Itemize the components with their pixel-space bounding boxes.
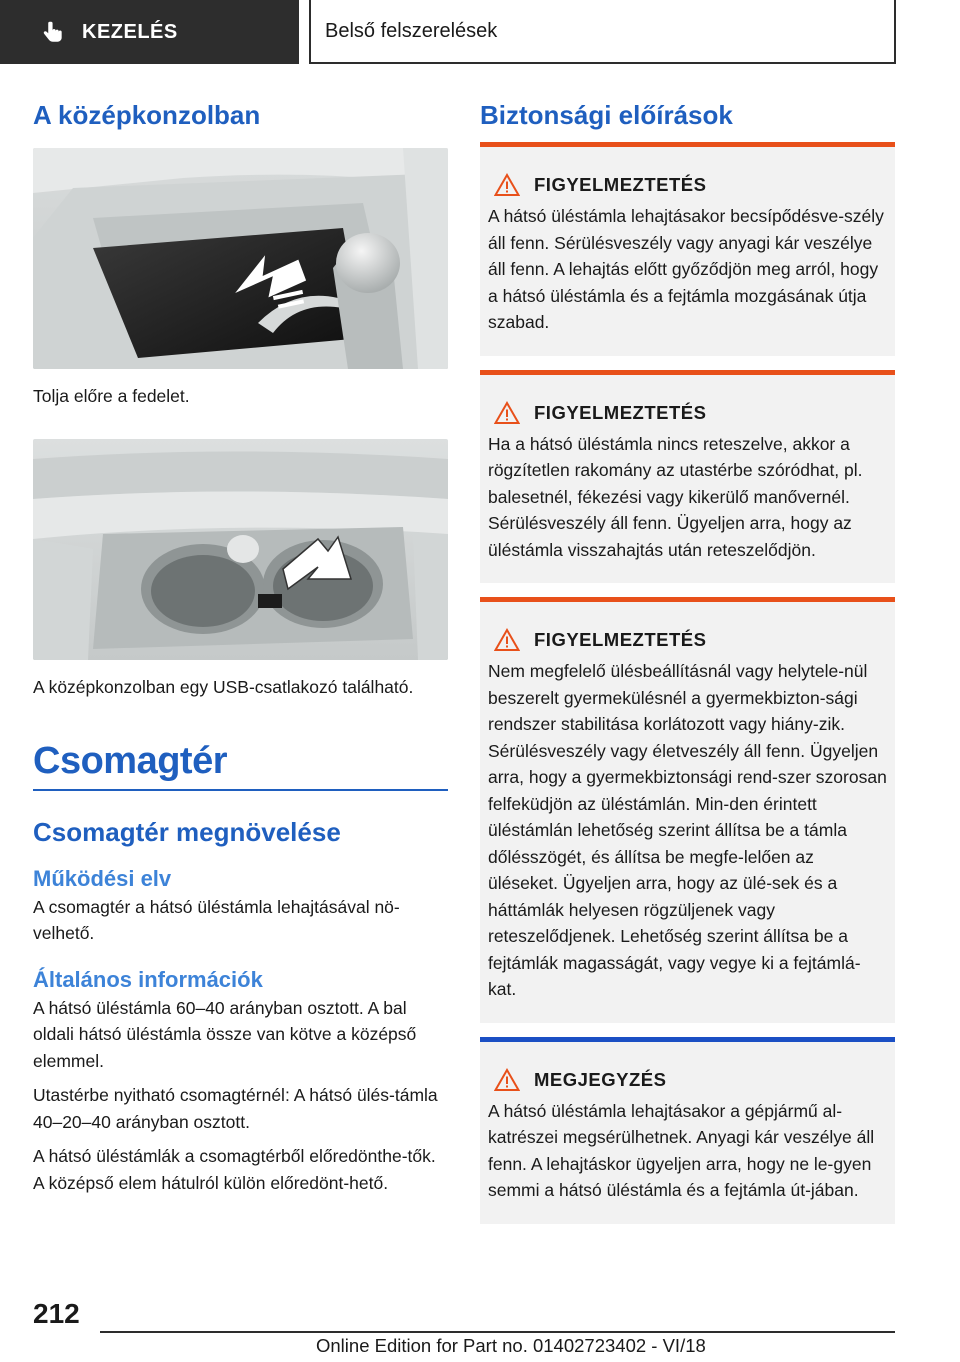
warning-box-3-text: Nem megfelelő ülésbeállításnál vagy helytele-nül beszerelt gyermekülésnél a gyermekbizton-sági rendszer stabilitása korlátozott vagy hiány-zik. Sérülésveszély vagy életveszély áll fenn. Ügyeljen arra, hogy a gyermekbiztonsági rend-szer szorosan felfeküdjön az üléstámlán. Min-den érintett üléstámlán lehetőség szerint állítsa be a támla dőlésszögét, és állítsa be megfe-lelően az üléseket. Ügyeljen arra, hogy az ülé-sek és a háttámlák helyesen rögzüljenek vagy reteszelődjenek. Lehetőség szerint állítsa be a fejtámlák magasságát, vagy vegye ki a fejtámlá-kat. bbox=[488, 661, 887, 999]
page-number: 212 bbox=[33, 1298, 80, 1329]
warning-box-1-title bbox=[488, 173, 887, 197]
warning-triangle-icon bbox=[494, 1068, 520, 1092]
header-section-tab[interactable] bbox=[0, 0, 299, 64]
header-chapter-label: Belső felszerelések bbox=[325, 19, 498, 42]
warning-box-1-title-text: FIGYELMEZTETÉS bbox=[534, 174, 707, 195]
warning-box-3-title-text: FIGYELMEZTETÉS bbox=[534, 629, 707, 650]
warning-triangle-icon bbox=[494, 173, 520, 197]
header-section-label: KEZELÉS bbox=[82, 20, 178, 43]
photo-console-cover bbox=[33, 148, 448, 369]
heading-general-info: Általános információk bbox=[33, 966, 263, 992]
warning-box-2-title-text: FIGYELMEZTETÉS bbox=[534, 401, 707, 423]
general-paragraph-1: A hátsó üléstámla 60–40 arányban osztott. A bal oldali hátsó üléstámla össze van kötve a középső elemmel. bbox=[33, 997, 417, 1071]
note-box-text: A hátsó üléstámla lehajtásakor a gépjármű al-katrészei megsérülhetnek. Anyagi kár veszélye áll fenn. A lehajtáskor ügyeljen arra, hogy ne le-gyen semmi a hátsó üléstámla és a fejtámla út-jában. bbox=[488, 1100, 875, 1200]
console-cover-illustration bbox=[33, 148, 448, 369]
footer-rule bbox=[100, 1331, 895, 1333]
chapter-rule bbox=[33, 789, 448, 791]
general-paragraph-3: A hátsó üléstámlák a csomagtérből előredönthe-tők. A középső elem hátulról külön előredönt-hető. bbox=[33, 1146, 436, 1193]
hand-pointer-icon bbox=[40, 19, 66, 45]
warning-box-2 bbox=[480, 370, 895, 584]
section-title-safety: Biztonsági előírások bbox=[480, 100, 733, 130]
usb-port-illustration bbox=[33, 439, 448, 660]
note-box-title-text: MEGJEGYZÉS bbox=[534, 1068, 667, 1090]
note-box bbox=[480, 1037, 895, 1224]
chapter-title-luggage: Csomagtér bbox=[33, 740, 227, 782]
subsection-title-enlarge: Csomagtér megnövelése bbox=[33, 816, 341, 847]
left-column bbox=[33, 100, 448, 1196]
warning-triangle-icon bbox=[494, 628, 520, 652]
principle-text: A csomagtér a hátsó üléstámla lehajtásával nö-velhető. bbox=[33, 896, 400, 943]
warning-triangle-icon bbox=[494, 401, 520, 425]
heading-principle: Működési elv bbox=[33, 865, 172, 891]
warning-box-3-title bbox=[488, 628, 887, 652]
section-title-center-console: A középkonzolban bbox=[33, 100, 261, 130]
warning-box-2-text: Ha a hátsó üléstámla nincs reteszelve, akkor a rögzítetlen rakomány az utastérbe szóródhat, pl. balesetnél, fékezési vagy kikerülő manővernél. Sérülésveszély áll fenn. Ügyeljen arra, hogy az üléstámla visszahajtás után reteszelődjön. bbox=[488, 433, 863, 560]
footer-edition: Online Edition for Part no. 01402723402 - VI/18 bbox=[316, 1335, 706, 1356]
header-chapter bbox=[311, 0, 896, 64]
caption-usb-port: A középkonzolban egy USB-csatlakozó található. bbox=[33, 677, 414, 697]
caption-push-cover: Tolja előre a fedelet. bbox=[33, 386, 190, 406]
right-column bbox=[480, 100, 895, 1224]
warning-box-1-text: A hátsó üléstámla lehajtásakor becsípődésve-szély áll fenn. Sérülésveszély vagy anyagi kár veszélye áll fenn. A lehajtás előtt győződjön meg arról, hogy a hátsó üléstámla és a fejtámla mozgásának útja szabad. bbox=[488, 206, 884, 332]
general-paragraph-2: Utastérbe nyitható csomagtérnél: A hátsó ülés-támla 40–20–40 arányban osztott. bbox=[33, 1085, 438, 1132]
note-box-title bbox=[488, 1068, 887, 1092]
warning-box-1 bbox=[480, 142, 895, 356]
warning-box-3 bbox=[480, 597, 895, 1023]
photo-usb-port bbox=[33, 439, 448, 660]
warning-box-2-title bbox=[488, 401, 887, 425]
